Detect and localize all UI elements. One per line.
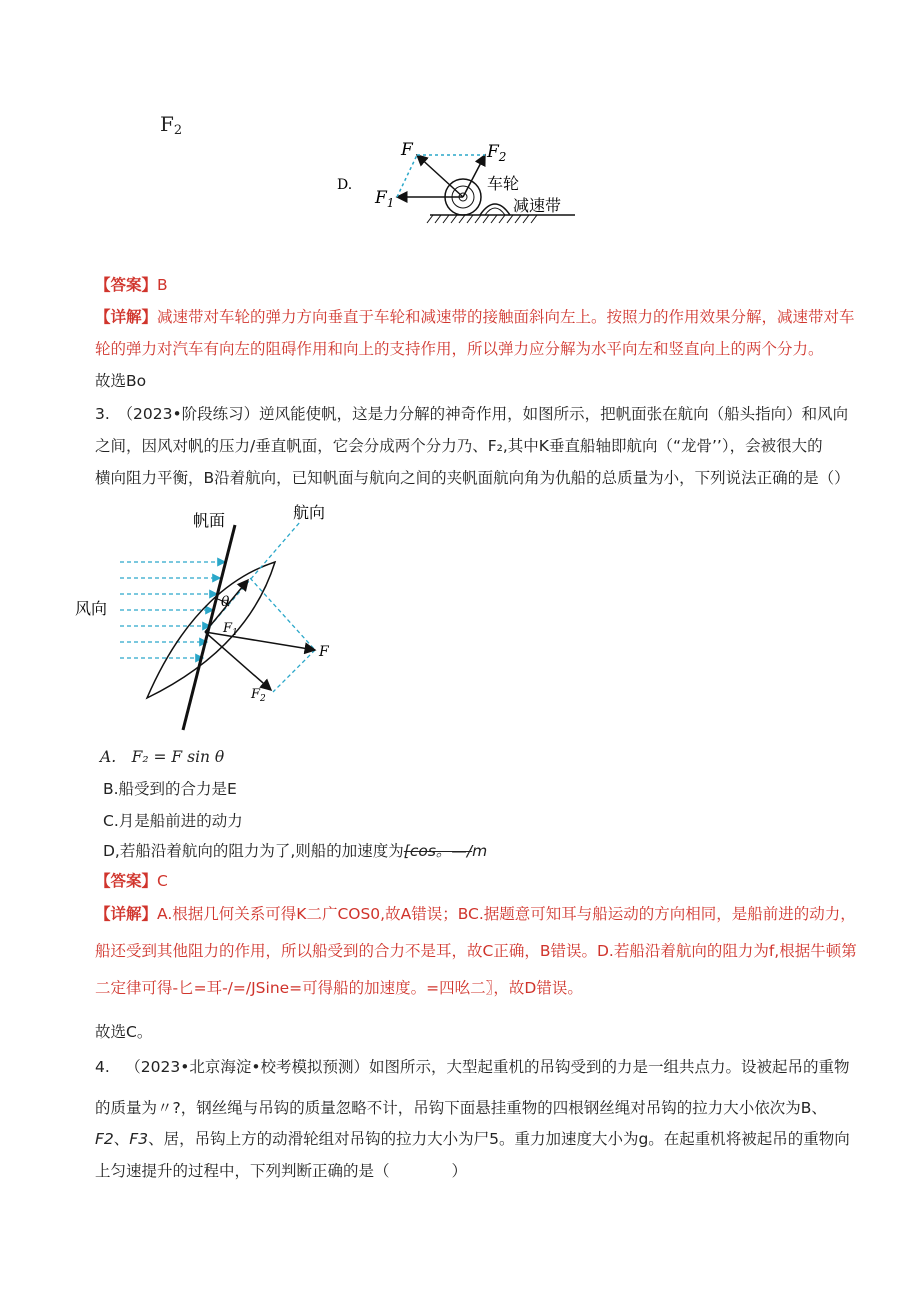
fig2-f1-label: $F_1$	[223, 621, 238, 638]
option-d: D,若船沿着航向的阻力为了,则船的加速度为[cos。—/m	[103, 842, 488, 860]
explanation-3-line3: 二定律可得-匕=耳-/=/JSine=可得船的加速度。=四吆二〗，故D错误。	[95, 979, 583, 997]
explanation-3-line1: 【详解】A.根据几何关系可得K二广COS0,故A错误；BC.据题意可知耳与船运动的方向相同，是船前进的动力，	[95, 905, 856, 923]
explanation-1-line2: 轮的弹力对汽车有向左的阻碍作用和向上的支持作用，所以弹力应分解为水平向左和竖直向上的两个分力。	[95, 340, 824, 358]
fig1-f-label: F	[401, 140, 413, 160]
fig1-option-label: D.	[337, 177, 353, 193]
q4-line2: 的质量为〃?，钢丝绳与吊钩的质量忽略不计，吊钩下面悬挂重物的四根钢丝绳对吊钩的拉力大小依次为B、	[95, 1099, 827, 1117]
fig2-wind-label: 风向	[75, 599, 108, 618]
choose-1: 故选Bo	[95, 372, 147, 390]
q3-line3: 横向阻力平衡，B沿着航向，已知帆面与航向之间的夹帆面航向角为仇船的总质量为小，下列说法正确的是（）	[95, 469, 850, 487]
explanation-1-line1: 【详解】减速带对车轮的弹力方向垂直于车轮和减速带的接触面斜向左上。按照力的作用效果分解，减速带对车	[95, 308, 855, 326]
fig1-wheel-label: 车轮	[487, 174, 520, 193]
fig1-f1-label: $F_1$	[375, 188, 395, 210]
q3-line2: 之间，因风对帆的压力/垂直帆面，它会分成两个分力乃、F₂,其中K垂直船轴即航向（“龙骨’’），会被很大的	[95, 437, 823, 455]
fig2-sail-label: 帆面	[193, 511, 226, 530]
top-f2-label: F2	[160, 112, 183, 138]
q4-line4: 上匀速提升的过程中，下列判断正确的是（ ）	[95, 1162, 468, 1180]
q4-line3: F2、F3、居，吊钩上方的动滑轮组对吊钩的拉力大小为尸5。重力加速度大小为g。在起重机将被起吊的重物向	[95, 1130, 850, 1148]
figure-wheel-bump	[335, 135, 585, 235]
option-b: B.船受到的合力是E	[103, 780, 237, 798]
fig2-f-label: F	[319, 644, 329, 660]
fig2-heading-label: 航向	[293, 503, 326, 522]
choose-3: 故选C。	[95, 1023, 153, 1041]
fig1-f2-label: $F_2$	[487, 142, 507, 164]
option-c: C.月是船前进的动力	[103, 812, 243, 830]
explanation-3-line2: 船还受到其他阻力的作用，所以船受到的合力不是耳，故C正确，B错误。D.若船沿着航向的阻力为f,根据牛顿第	[95, 942, 857, 960]
fig2-theta-label: θ	[221, 594, 230, 610]
q3-line1: 3. （2023•阶段练习）逆风能使帆，这是力分解的神奇作用，如图所示，把帆面张在航向（船头指向）和风向	[95, 405, 849, 423]
fig1-bump-label: 减速带	[513, 196, 562, 215]
answer-1: 【答案】B	[95, 276, 168, 294]
option-a: A. F₂ = F sin θ	[100, 748, 225, 766]
answer-3: 【答案】C	[95, 872, 168, 890]
q4-line1: 4. （2023•北京海淀•校考模拟预测）如图所示，大型起重机的吊钩受到的力是一组共点力。设被起吊的重物	[95, 1058, 850, 1076]
fig2-f2-label: $F_2$	[251, 687, 266, 704]
figure-sail	[75, 500, 355, 740]
